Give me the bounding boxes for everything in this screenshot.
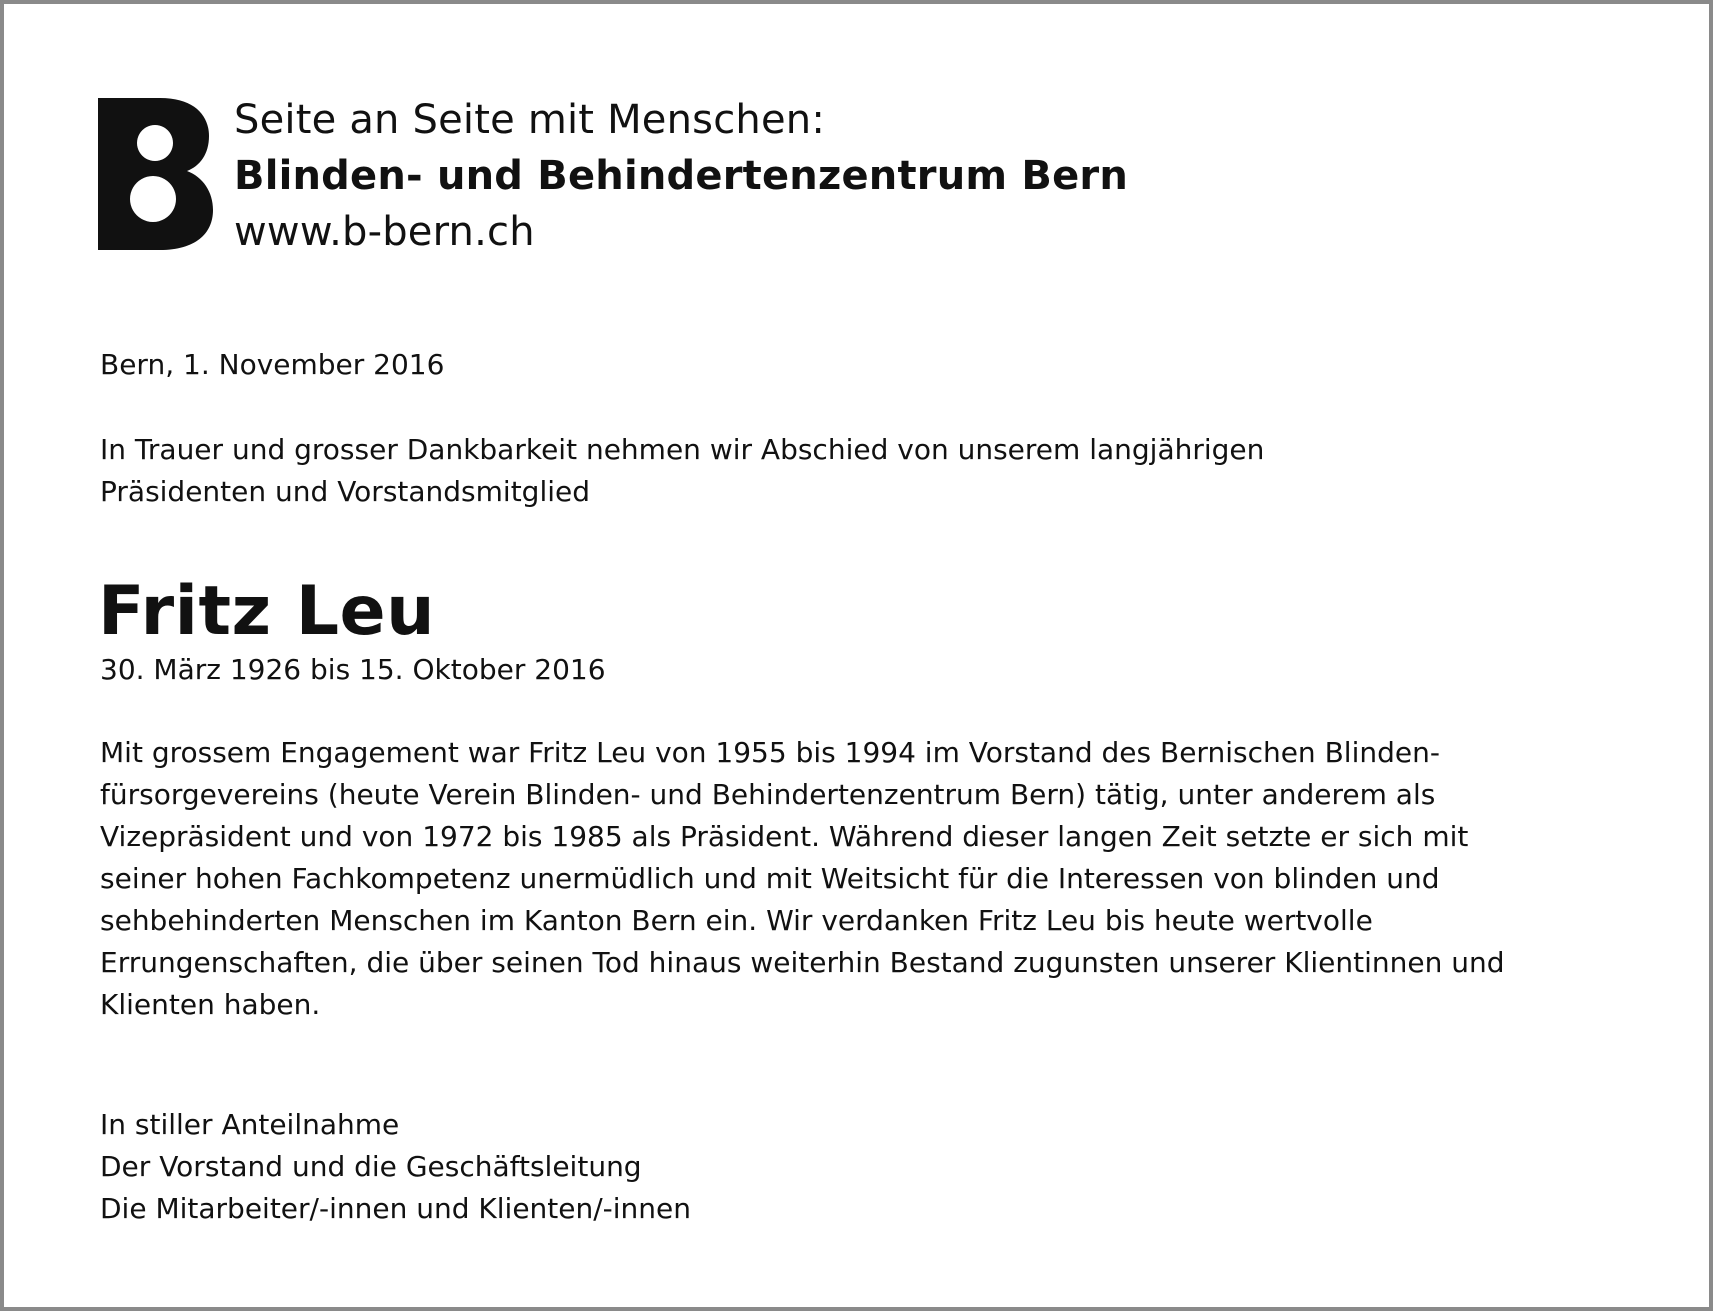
header-website: www.b-bern.ch — [234, 209, 535, 255]
paragraph-line: Vizepräsident und von 1972 bis 1985 als Präsident. Während dieser langen Zeit setzte er sich mit — [100, 820, 1469, 853]
closing-line: Der Vorstand und die Geschäftsleitung — [100, 1150, 642, 1183]
closing-line: Die Mitarbeiter/-innen und Klienten/-innen — [100, 1192, 692, 1225]
intro-line: In Trauer und grosser Dankbarkeit nehmen wir Abschied von unserem langjährigen — [100, 433, 1265, 466]
paragraph-line: Klienten haben. — [100, 988, 321, 1021]
deceased-lifespan: 30. März 1926 bis 15. Oktober 2016 — [100, 653, 606, 686]
closing-signature — [100, 1104, 691, 1230]
paragraph-line: fürsorgevereins (heute Verein Blinden- und Behindertenzentrum Bern) tätig, unter anderem als — [100, 778, 1436, 811]
tribute-paragraph — [100, 732, 1504, 1026]
closing-line: In stiller Anteilnahme — [100, 1108, 400, 1141]
paragraph-line: sehbehinderten Menschen im Kanton Bern ein. Wir verdanken Fritz Leu bis heute wertvolle — [100, 904, 1373, 937]
deceased-name: Fritz Leu — [98, 572, 436, 651]
intro-text — [100, 429, 1264, 513]
paragraph-line: seiner hohen Fachkompetenz unermüdlich und mit Weitsicht für die Interessen von blinden und — [100, 862, 1440, 895]
organization-logo-b — [98, 98, 213, 250]
intro-line: Präsidenten und Vorstandsmitglied — [100, 475, 591, 508]
paragraph-line: Mit grossem Engagement war Fritz Leu von 1955 bis 1994 im Vorstand des Bernischen Blinden- — [100, 736, 1440, 769]
place-date: Bern, 1. November 2016 — [100, 348, 445, 381]
paragraph-line: Errungenschaften, die über seinen Tod hinaus weiterhin Bestand zugunsten unserer Klientinnen und — [100, 946, 1505, 979]
header-organization: Blinden- und Behindertenzentrum Bern — [234, 153, 1128, 199]
header-tagline: Seite an Seite mit Menschen: — [234, 97, 825, 143]
